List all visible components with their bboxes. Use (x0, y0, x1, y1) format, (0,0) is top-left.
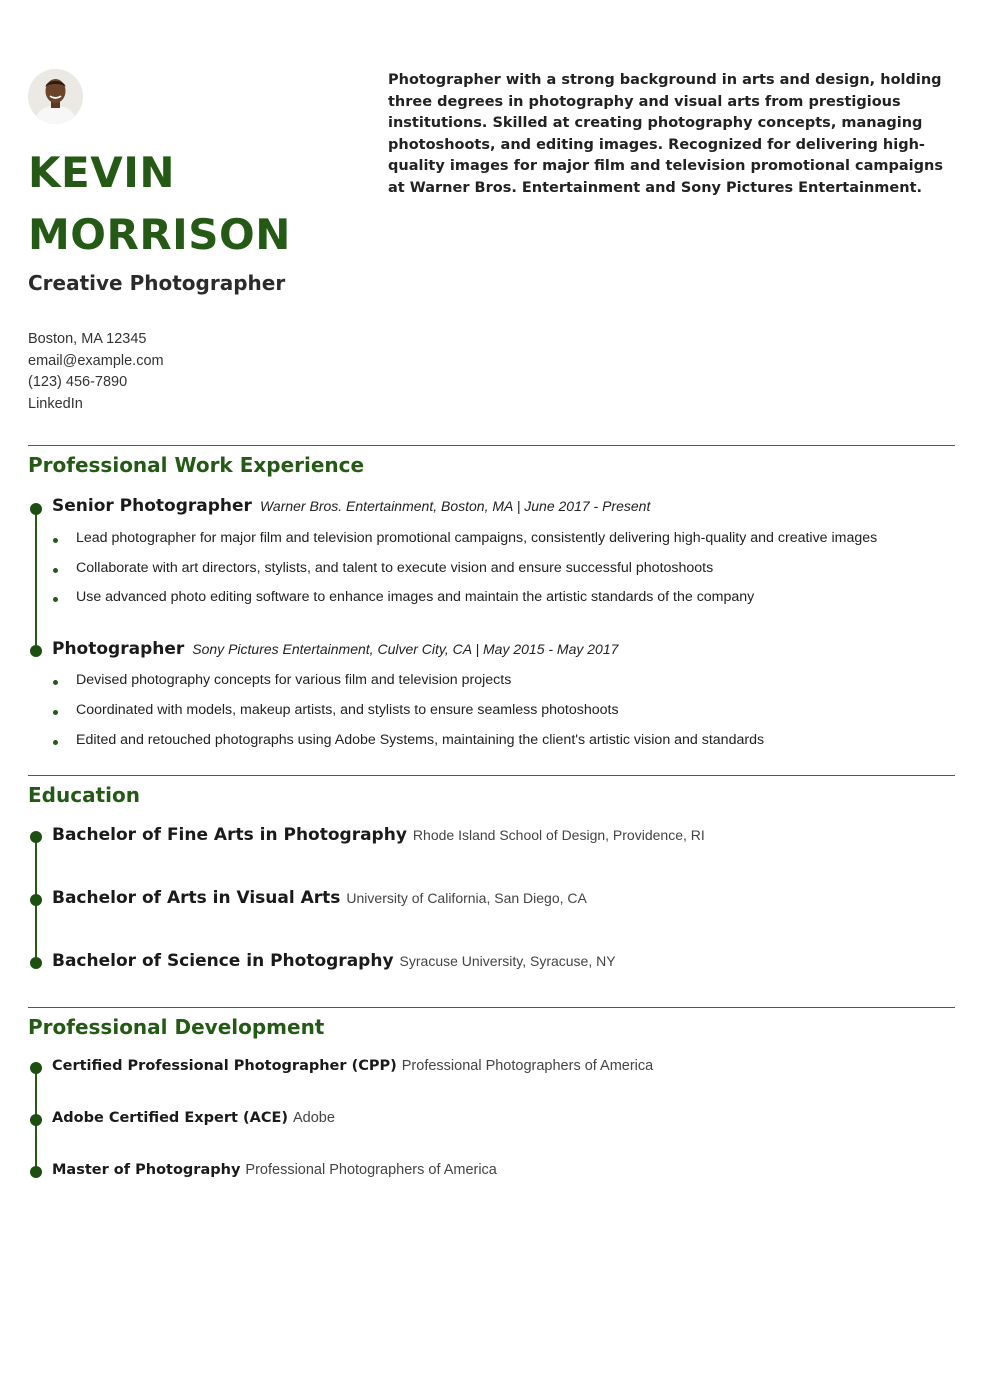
portrait-photo (28, 69, 83, 124)
job-bullet: Devised photography concepts for various film and television projects (76, 672, 512, 688)
development-entry (52, 1109, 335, 1127)
job-meta: Sony Pictures Entertainment, Culver City, CA | May 2015 - May 2017 (192, 641, 619, 657)
certification-org: Adobe (293, 1110, 335, 1126)
development-entry (52, 1161, 497, 1179)
job-bullet: Edited and retouched photographs using Adobe Systems, maintaining the client's artistic vision and standards (76, 732, 765, 748)
section-heading: Professional Work Experience (28, 453, 365, 477)
certification-org: Professional Photographers of America (245, 1162, 497, 1178)
job-bullet: Use advanced photo editing software to enhance images and maintain the artistic standards of the company (76, 589, 755, 605)
first-name: KEVIN (28, 148, 176, 197)
contact-email: email@example.com (28, 352, 164, 369)
timeline-dot (30, 894, 42, 906)
development-section (28, 1007, 955, 1197)
timeline-dot (30, 1062, 42, 1074)
certification-title: Master of Photography (52, 1162, 241, 1178)
contact-phone: (123) 456-7890 (28, 374, 128, 390)
avatar (28, 69, 83, 124)
education-entry (52, 951, 616, 971)
job-bullet: Coordinated with models, makeup artists, and stylists to ensure seamless photoshoots (76, 702, 619, 718)
degree-title: Bachelor of Science in Photography (52, 951, 394, 971)
contact-address: Boston, MA 12345 (28, 331, 147, 347)
timeline-dot (30, 831, 42, 843)
candidate-name (28, 142, 368, 266)
school-name: University of California, San Diego, CA (346, 890, 587, 906)
certification-title: Certified Professional Photographer (CPP) (52, 1058, 397, 1074)
section-heading: Education (28, 783, 140, 807)
job-title: Creative Photographer (28, 271, 286, 295)
timeline-dot (30, 1166, 42, 1178)
profile-summary: Photographer with a strong background in arts and design, holding three degrees in photography and visual arts from prestigious institutions. Skilled at creating photography concepts, managing photoshoots, and editing images. Recognized for delivering high-quality images for major film and television promotional campaigns at Warner Bros. Entertainment and Sony Pictures Entertainment. (388, 72, 943, 196)
degree-title: Bachelor of Fine Arts in Photography (52, 825, 407, 845)
timeline-line (35, 509, 37, 651)
timeline-dot (30, 1114, 42, 1126)
school-name: Syracuse University, Syracuse, NY (399, 953, 616, 969)
education-entry (52, 888, 587, 908)
job-bullet: Lead photographer for major film and television promotional campaigns, consistently delivering high-quality and creative images (76, 530, 878, 546)
experience-section (28, 445, 955, 765)
degree-title: Bachelor of Arts in Visual Arts (52, 888, 341, 908)
development-entry (52, 1057, 653, 1075)
timeline-dot (30, 503, 42, 515)
education-section (28, 775, 955, 990)
job-entry-header (52, 639, 618, 659)
job-meta: Warner Bros. Entertainment, Boston, MA | June 2017 - Present (259, 498, 651, 514)
timeline-dot (30, 957, 42, 969)
last-name: MORRISON (28, 210, 291, 259)
section-divider (28, 445, 955, 446)
certification-org: Professional Photographers of America (401, 1058, 654, 1074)
job-role: Senior Photographer (52, 496, 252, 516)
job-bullet: Collaborate with art directors, stylists, and talent to execute vision and ensure successful photoshoots (76, 560, 714, 576)
contact-info (28, 329, 164, 415)
contact-linkedin: LinkedIn (28, 395, 83, 412)
section-divider (28, 1007, 955, 1008)
job-role: Photographer (52, 639, 185, 659)
job-entry-header (52, 496, 650, 516)
timeline-dot (30, 645, 42, 657)
school-name: Rhode Island School of Design, Providence, RI (412, 827, 705, 843)
education-entry (52, 825, 705, 845)
certification-title: Adobe Certified Expert (ACE) (52, 1110, 288, 1126)
section-divider (28, 775, 955, 776)
section-heading: Professional Development (28, 1015, 325, 1039)
